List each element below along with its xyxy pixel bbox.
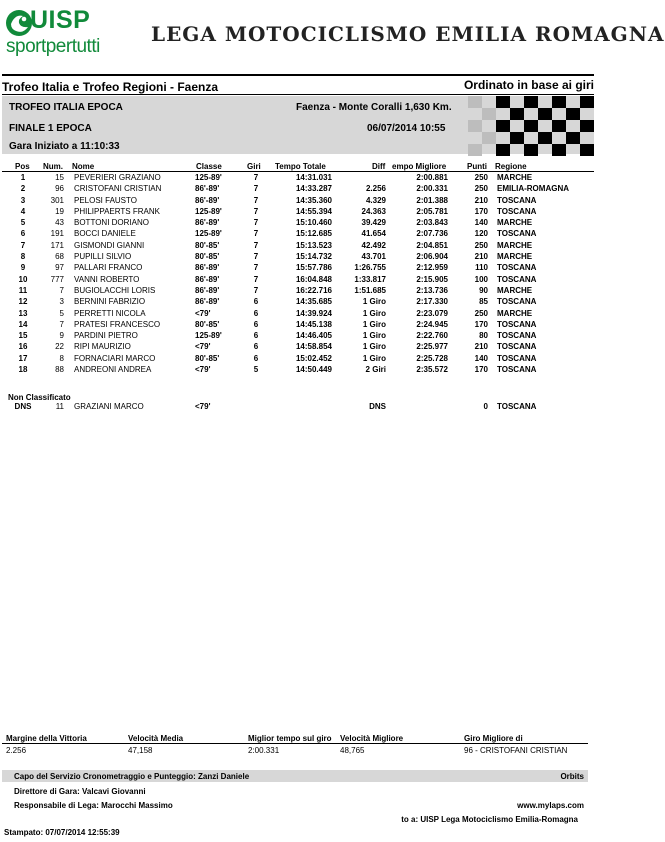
cell-laps: 7 [253, 263, 259, 273]
cell-laps: 6 [253, 353, 259, 363]
cell-rider-name: BERNINI FABRIZIO [74, 297, 146, 307]
cell-points: 170 [474, 365, 488, 375]
cell-points: 90 [479, 285, 488, 295]
cell-position: 12 [18, 297, 28, 307]
cell-rider-name: BUGIOLACCHI LORIS [74, 285, 156, 295]
cell-laps: 6 [253, 342, 259, 352]
cell-best-lap: 2:06.904 [416, 252, 448, 262]
cell-rider-name: PARDINI PIETRO [74, 331, 138, 341]
best-lap-value: 96 - CRISTOFANI CRISTIAN [464, 746, 568, 755]
cell-laps: 6 [253, 319, 259, 329]
cell-rider-name: PELOSI FAUSTO [74, 195, 137, 205]
cell-total-time: 14:58.854 [295, 342, 332, 352]
best-speed-value: 48,765 [340, 746, 365, 755]
margin-value: 2.256 [6, 746, 27, 755]
col-class: Classe [196, 162, 222, 171]
cell-points: 80 [479, 331, 488, 341]
cell-position: 18 [18, 365, 28, 375]
cell-total-time: 15:14.732 [295, 252, 332, 262]
cell-gap: 1 Giro [362, 353, 386, 363]
cell-region: TOSCANA [497, 274, 537, 284]
cell-position: 16 [18, 342, 28, 352]
cell-total-time: 14:35.360 [295, 195, 332, 205]
cell-position: 1 [20, 173, 26, 182]
cell-total-time: 14:31.031 [295, 173, 332, 182]
table-row [0, 241, 596, 252]
table-row [0, 263, 596, 274]
cell-points: 140 [474, 353, 488, 363]
cell-region: TOSCANA [497, 342, 537, 352]
cell-best-lap: 2:25.728 [416, 353, 448, 363]
table-header-rule [2, 171, 594, 172]
cell-points: 110 [475, 263, 488, 273]
cell-class: 86'-89' [195, 218, 220, 228]
cell-bike-number: 8 [59, 353, 64, 363]
cell-class: 80'-85' [195, 353, 220, 363]
cell-laps: 6 [253, 297, 259, 307]
cell-gap: 1:33.817 [354, 274, 386, 284]
cell-class: 86'-89' [195, 274, 220, 284]
cell-class: 80'-85' [195, 252, 220, 262]
cell-class: <79' [195, 365, 211, 375]
uisp-logo [4, 8, 116, 62]
margin-label: Margine della Vittoria [6, 734, 87, 743]
cell-rider-name: PEVERIERI GRAZIANO [74, 173, 161, 182]
session-name: FINALE 1 EPOCA [9, 123, 92, 134]
cell-total-time: 15:12.685 [295, 229, 332, 239]
cell-rider-name: ANDREONI ANDREA [74, 365, 152, 375]
sort-label: Ordinato in base ai giri [463, 78, 594, 92]
cell-position: 17 [18, 353, 28, 363]
cell-laps: 7 [253, 218, 259, 228]
cell-class: 86'-89' [195, 263, 220, 273]
best-speed-label: Velocità Migliore [340, 734, 404, 743]
results-table [0, 173, 596, 376]
cell-bike-number: 22 [55, 342, 64, 352]
cell-position: DNS [14, 402, 32, 411]
cell-bike-number: 7 [59, 285, 64, 295]
cell-best-lap: 2:12.959 [416, 263, 448, 273]
cell-total-time: 14:50.449 [295, 365, 332, 375]
cell-class: 86'-89' [195, 195, 220, 205]
cell-position: 6 [20, 229, 26, 239]
cell-class: <79' [195, 402, 211, 411]
cell-laps: 5 [253, 365, 259, 375]
cell-region: TOSCANA [497, 331, 537, 341]
cell-best-lap: 2:00.881 [416, 173, 448, 182]
cell-class: 125-89' [195, 173, 222, 182]
cell-points: 210 [474, 252, 488, 262]
cell-gap: 2.256 [365, 184, 386, 194]
cell-position: 4 [20, 206, 26, 216]
table-row [0, 320, 596, 331]
cell-total-time: 16:04.848 [295, 274, 332, 284]
website-link[interactable]: www.mylaps.com [517, 801, 584, 810]
cell-gap: 1 Giro [362, 297, 386, 307]
col-best-time: empo Migliore [392, 162, 447, 171]
cell-rider-name: FORNACIARI MARCO [74, 353, 156, 363]
table-row [0, 365, 596, 376]
cell-gap: 1:51.685 [354, 285, 386, 295]
cell-bike-number: 97 [55, 263, 64, 273]
table-row [0, 297, 596, 308]
cell-position: 2 [20, 184, 26, 194]
cell-class: 86'-89' [195, 285, 220, 295]
cell-bike-number: 7 [59, 319, 64, 329]
track-name: Faenza - Monte Coralli 1,630 Km. [296, 102, 452, 113]
cell-region: MARCHE [497, 308, 533, 318]
header-rule [2, 74, 594, 76]
cell-best-lap: 2:05.781 [416, 206, 448, 216]
cell-best-lap: 2:03.843 [416, 218, 448, 228]
cell-laps: 7 [253, 173, 259, 182]
table-row [0, 286, 596, 297]
printed-timestamp: Stampato: 07/07/2014 12:55:39 [4, 828, 120, 837]
race-director: Direttore di Gara: Valcavi Giovanni [14, 787, 146, 796]
timing-system: Orbits [560, 772, 584, 781]
cell-position: 14 [18, 319, 28, 329]
cell-region: MARCHE [497, 285, 533, 295]
best-lap-label: Giro Migliore di [464, 734, 523, 743]
cell-points: 120 [474, 229, 488, 239]
cell-best-lap: 2:15.905 [416, 274, 448, 284]
col-pos: Pos [15, 162, 30, 171]
session-datetime: 06/07/2014 10:55 [367, 123, 446, 134]
cell-bike-number: 777 [50, 274, 64, 284]
checkered-flag-icon [468, 96, 594, 154]
title-rule [2, 94, 594, 95]
cell-total-time: 14:33.287 [295, 184, 332, 194]
organization-title: LEGA MOTOCICLISMO EMILIA ROMAGNA [151, 22, 665, 46]
cell-bike-number: 9 [59, 331, 64, 341]
cell-gap: 1 Giro [362, 342, 386, 352]
cell-bike-number: 301 [50, 195, 64, 205]
cell-best-lap: 2:23.079 [416, 308, 448, 318]
cell-points: 250 [474, 173, 488, 182]
cell-laps: 6 [253, 331, 259, 341]
cell-points: 100 [474, 274, 488, 284]
cell-bike-number: 5 [59, 308, 64, 318]
class-name: TROFEO ITALIA EPOCA [9, 102, 123, 113]
speed-value: 47,158 [128, 746, 153, 755]
cell-bike-number: 11 [55, 402, 64, 411]
cell-gap: 42.492 [361, 240, 386, 250]
cell-class: 80'-85' [195, 319, 220, 329]
table-row [0, 275, 596, 286]
cell-bike-number: 15 [55, 173, 64, 182]
summary-rule [2, 743, 588, 744]
cell-rider-name: GISMONDI GIANNI [74, 240, 145, 250]
cell-bike-number: 96 [55, 184, 64, 194]
cell-points: 250 [474, 184, 488, 194]
cell-rider-name: BOTTONI DORIANO [74, 218, 149, 228]
speed-label: Velocità Media [128, 734, 184, 743]
cell-position: 3 [20, 195, 26, 205]
table-row [0, 309, 596, 320]
cell-rider-name: BOCCI DANIELE [74, 229, 136, 239]
cell-laps: 7 [253, 206, 259, 216]
cell-region: MARCHE [497, 252, 533, 262]
cell-best-lap: 2:07.736 [416, 229, 448, 239]
cell-region: TOSCANA [497, 206, 537, 216]
cell-points: 0 [483, 402, 488, 411]
timing-chief: Capo del Servizio Cronometraggio e Punteggio: Zanzi Daniele [14, 772, 250, 781]
logo-tagline: sportpertutti [6, 36, 100, 57]
cell-best-lap: 2:01.388 [416, 195, 448, 205]
cell-rider-name: RIPI MAURIZIO [74, 342, 131, 352]
col-total-time: Tempo Totale [275, 162, 326, 171]
cell-rider-name: VANNI ROBERTO [74, 274, 140, 284]
cell-class: <79' [195, 308, 211, 318]
cell-bike-number: 19 [55, 206, 64, 216]
cell-best-lap: 2:00.331 [416, 184, 448, 194]
cell-gap: 1 Giro [362, 331, 386, 341]
table-row [0, 402, 596, 413]
cell-position: 7 [20, 240, 26, 250]
cell-region: TOSCANA [497, 319, 537, 329]
cell-points: 210 [474, 195, 488, 205]
cell-region: MARCHE [497, 240, 533, 250]
cell-bike-number: 171 [50, 240, 64, 250]
cell-laps: 7 [253, 274, 259, 284]
table-row [0, 218, 596, 229]
col-name: Nome [72, 162, 95, 171]
cell-class: 125-89' [195, 229, 222, 239]
cell-laps: 7 [253, 184, 259, 194]
cell-region: TOSCANA [497, 353, 537, 363]
cell-laps: 7 [253, 195, 259, 205]
cell-bike-number: 68 [55, 252, 64, 262]
cell-region: TOSCANA [497, 402, 537, 411]
cell-gap: 1:26.755 [354, 263, 386, 273]
cell-best-lap: 2:17.330 [416, 297, 448, 307]
cell-total-time: 14:46.405 [295, 331, 332, 341]
cell-best-lap: 2:35.572 [416, 365, 448, 375]
cell-gap: 41.654 [361, 229, 386, 239]
cell-position: 9 [20, 263, 26, 273]
cell-best-lap: 2:04.851 [416, 240, 448, 250]
cell-laps: 7 [253, 229, 259, 239]
logo-brand: UISP [30, 6, 91, 34]
cell-position: 10 [18, 274, 28, 284]
cell-bike-number: 43 [55, 218, 64, 228]
table-row [0, 252, 596, 263]
recipient: to a: UISP Lega Motociclismo Emilia-Romagna [401, 815, 578, 824]
cell-total-time: 14:45.138 [295, 319, 332, 329]
non-classified-table [0, 402, 596, 413]
table-row [0, 207, 596, 218]
cell-rider-name: PUPILLI SILVIO [74, 252, 132, 262]
cell-class: 80'-85' [195, 240, 220, 250]
best-time-value: 2:00.331 [248, 746, 280, 755]
cell-region: TOSCANA [497, 195, 537, 205]
cell-gap: 4.329 [365, 195, 386, 205]
cell-region: EMILIA-ROMAGNA [497, 184, 569, 194]
cell-total-time: 14:55.394 [295, 206, 332, 216]
cell-laps: 7 [253, 285, 259, 295]
cell-total-time: 15:57.786 [295, 263, 332, 273]
cell-gap: 24.363 [361, 206, 386, 216]
cell-rider-name: GRAZIANI MARCO [74, 402, 144, 411]
cell-position: 11 [18, 285, 28, 295]
cell-position: 8 [20, 252, 26, 262]
cell-best-lap: 2:24.945 [416, 319, 448, 329]
best-time-label: Miglior tempo sul giro [248, 734, 332, 743]
league-responsible: Responsabile di Lega: Marocchi Massimo [14, 801, 173, 810]
cell-bike-number: 3 [59, 297, 64, 307]
table-row [0, 173, 596, 184]
cell-bike-number: 191 [50, 229, 64, 239]
cell-region: TOSCANA [497, 229, 537, 239]
cell-gap: 1 Giro [362, 308, 386, 318]
cell-laps: 6 [253, 308, 259, 318]
cell-region: MARCHE [497, 173, 533, 182]
cell-position: 15 [18, 331, 28, 341]
cell-class: 125-89' [195, 331, 222, 341]
cell-region: TOSCANA [497, 297, 537, 307]
cell-points: 210 [474, 342, 488, 352]
table-row [0, 184, 596, 195]
non-classified-label: Non Classificato [8, 393, 71, 402]
cell-points: 250 [474, 240, 488, 250]
cell-rider-name: PALLARI FRANCO [74, 263, 143, 273]
cell-class: 86'-89' [195, 184, 220, 194]
cell-region: TOSCANA [497, 263, 537, 273]
col-diff: Diff [372, 162, 386, 171]
cell-gap: 39.429 [361, 218, 386, 228]
race-start-time: Gara Iniziato a 11:10:33 [9, 141, 120, 152]
cell-gap: DNS [369, 402, 386, 411]
cell-bike-number: 88 [55, 365, 64, 375]
col-region: Regione [495, 162, 527, 171]
cell-gap: 1 Giro [362, 319, 386, 329]
cell-laps: 7 [253, 252, 259, 262]
table-row [0, 196, 596, 207]
col-laps: Giri [247, 162, 261, 171]
col-num: Num. [43, 162, 63, 171]
cell-best-lap: 2:13.736 [416, 285, 448, 295]
cell-gap: 2 Giri [365, 365, 386, 375]
cell-gap: 43.701 [361, 252, 386, 262]
cell-points: 140 [474, 218, 488, 228]
cell-total-time: 14:39.924 [295, 308, 332, 318]
cell-points: 170 [474, 319, 488, 329]
cell-position: 13 [18, 308, 28, 318]
table-row [0, 342, 596, 353]
event-title: Trofeo Italia e Trofeo Regioni - Faenza [2, 80, 219, 94]
table-row [0, 354, 596, 365]
cell-points: 170 [474, 206, 488, 216]
cell-laps: 7 [253, 240, 259, 250]
cell-class: <79' [195, 342, 211, 352]
cell-rider-name: CRISTOFANI CRISTIAN [74, 184, 162, 194]
cell-total-time: 14:35.685 [295, 297, 332, 307]
cell-total-time: 16:22.716 [295, 285, 332, 295]
cell-best-lap: 2:22.760 [416, 331, 448, 341]
cell-points: 250 [474, 308, 488, 318]
cell-region: TOSCANA [497, 365, 537, 375]
cell-total-time: 15:02.452 [295, 353, 332, 363]
table-row [0, 331, 596, 342]
cell-points: 85 [479, 297, 488, 307]
table-row [0, 229, 596, 240]
cell-rider-name: PRATESI FRANCESCO [74, 319, 161, 329]
cell-region: MARCHE [497, 218, 533, 228]
cell-total-time: 15:13.523 [295, 240, 332, 250]
cell-total-time: 15:10.460 [295, 218, 332, 228]
col-points: Punti [467, 162, 487, 171]
cell-class: 125-89' [195, 206, 222, 216]
cell-best-lap: 2:25.977 [416, 342, 448, 352]
cell-class: 86'-89' [195, 297, 220, 307]
cell-rider-name: PERRETTI NICOLA [74, 308, 146, 318]
cell-position: 5 [20, 218, 26, 228]
cell-rider-name: PHILIPPAERTS FRANK [74, 206, 160, 216]
